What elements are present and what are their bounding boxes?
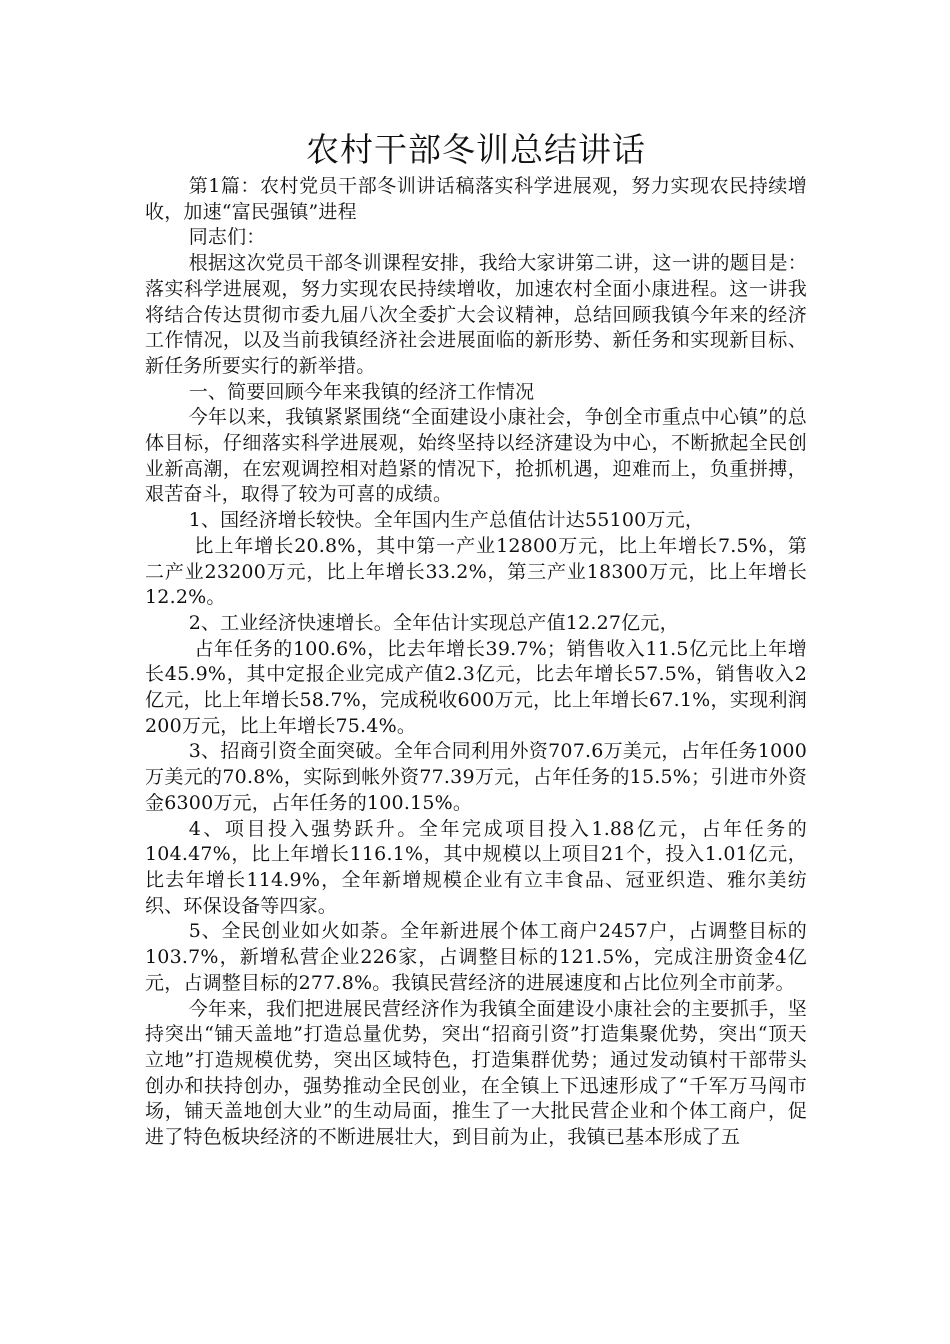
paragraph-item-2-lead: 2、工业经济快速增长。全年估计实现总产值12.27亿元， <box>188 611 679 634</box>
paragraph-item-1-body: 比上年增长20.8%，其中第一产业12800万元，比上年增长7.5%，第二产业23200万元，比上年增长33.2%，第三产业18300万元，比上年增长12.2%。 <box>145 534 807 609</box>
paragraph-chapter-heading: 第1篇：农村党员干部冬训讲话稿落实科学进展观，努力实现农民持续增收，加速“富民强镇”进程 <box>145 175 807 223</box>
paragraph-item-1-lead: 1、国经济增长较快。全年国内生产总值估计达55100万元， <box>188 509 705 532</box>
paragraph-item-4: 4、项目投入强势跃升。全年完成项目投入1.88亿元，占年任务的104.47%，比上年增长116.1%，其中规模以上项目21个，投入1.01亿元，比去年增长114.9%，全年新增规模企业有立丰食品、冠亚织造、雅尔美纺织、环保设备等四家。 <box>145 817 807 917</box>
document-title: 农村干部冬训总结讲话 <box>306 130 646 169</box>
paragraph-salutation: 同志们： <box>188 226 266 249</box>
paragraph-item-2-body: 占年任务的100.6%，比去年增长39.7%；销售收入11.5亿元比上年增长45.9%，其中定报企业完成产值2.3亿元，比去年增长57.5%，销售收入2亿元，比上年增长58.7%，完成税收600万元，比上年增长67.1%，实现利润200万元，比上年增长75.4%。 <box>145 637 807 737</box>
paragraph-section-heading: 一、简要回顾今年来我镇的经济工作情况 <box>188 380 535 403</box>
paragraph-overview: 今年以来，我镇紧紧围绕“全面建设小康社会，争创全市重点中心镇”的总体目标，仔细落实科学进展观，始终坚持以经济建设为中心，不断掀起全民创业新高潮，在宏观调控相对趋紧的情况下，抢抓机遇，迎难而上，负重拼搏，艰苦奋斗，取得了较为可喜的成绩。 <box>145 406 807 506</box>
document-page <box>145 128 807 1151</box>
paragraph-item-3: 3、招商引资全面突破。全年合同利用外资707.6万美元，占年任务1000万美元的70.8%，实际到帐外资77.39万元，占年任务的15.5%；引进市外资金6300万元，占年任务的100.15%。 <box>145 740 807 814</box>
paragraph-intro: 根据这次党员干部冬训课程安排，我给大家讲第二讲，这一讲的题目是：落实科学进展观，努力实现农民持续增收，加速农村全面小康进程。这一讲我将结合传达贯彻市委九届八次全委扩大会议精神，总结回顾我镇今年来的经济工作情况，以及当前我镇经济社会进展面临的新形势、新任务和实现新目标、新任务所要实行的新举措。 <box>145 252 807 377</box>
paragraph-item-5: 5、全民创业如火如荼。全年新进展个体工商户2457户，占调整目标的103.7%，新增私营企业226家，占调整目标的121.5%，完成注册资金4亿元，占调整目标的277.8%。我镇民营经济的进展速度和占比位列全市前茅。 <box>145 920 807 994</box>
paragraph-private-economy: 今年来，我们把进展民营经济作为我镇全面建设小康社会的主要抓手，坚持突出“铺天盖地”打造总量优势，突出“招商引资”打造集聚优势，突出“顶天立地”打造规模优势，突出区域特色，打造集群优势；通过发动镇村干部带头创办和扶持创办，强势推动全民创业，在全镇上下迅速形成了“千军万马闯市场，铺天盖地创大业”的生动局面，推生了一大批民营企业和个体工商户，促进了特色板块经济的不断进展壮大，到目前为止，我镇已基本形成了五 <box>145 997 807 1149</box>
